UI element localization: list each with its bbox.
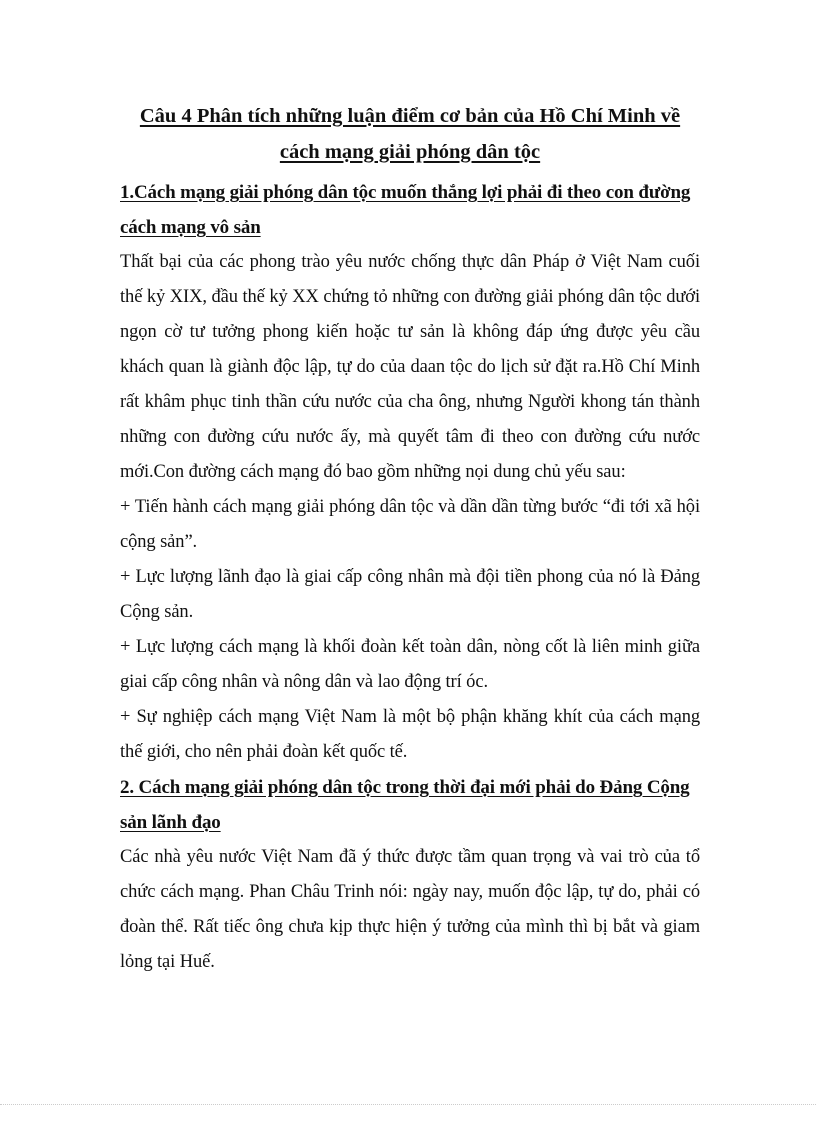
section-1-bullet-1: + Tiến hành cách mạng giải phóng dân tộc và dần dần từng bước “đi tới xã hội cộng sản”.: [120, 497, 700, 552]
section-1-heading: 1.Cách mạng giải phóng dân tộc muốn thắng lợi phải đi theo con đường cách mạng vô sản: [120, 182, 691, 238]
title-line-2: cách mạng giải phóng dân tộc: [279, 141, 541, 163]
page-bottom-divider: [0, 1104, 816, 1105]
section-1-paragraph: Thất bại của các phong trào yêu nước chống thực dân Pháp ở Việt Nam cuối thế kỷ XIX, đầu thế kỷ XX chứng tỏ những con đường giải phóng dân tộc dưới ngọn cờ tư tưởng phong kiến hoặc tư sản là không đáp ứng được yêu cầu khách quan là giành độc lập, tự do của daan tộc do lịch sử đặt ra.Hồ Chí Minh rất khâm phục tinh thần cứu nước của cha ông, nhưng Người khong tán thành những con đường cứu nước ấy, mà quyết tâm đi theo con đường cứu nước mới.Con đường cách mạng đó bao gồm những nọi dung chủ yếu sau:: [120, 252, 700, 482]
section-1-bullet-3: + Lực lượng cách mạng là khối đoàn kết toàn dân, nòng cốt là liên minh giữa giai cấp công nhân và nông dân và lao động trí óc.: [120, 637, 700, 692]
title-line-1: Câu 4 Phân tích những luận điểm cơ bản của Hồ Chí Minh về: [139, 105, 681, 127]
section-1-bullet-2: + Lực lượng lãnh đạo là giai cấp công nhân mà đội tiền phong của nó là Đảng Cộng sản.: [120, 567, 700, 622]
section-2-heading: 2. Cách mạng giải phóng dân tộc trong thời đại mới phải do Đảng Cộng sản lãnh đạo: [120, 777, 690, 833]
section-2-paragraph: Các nhà yêu nước Việt Nam đã ý thức được tầm quan trọng và vai trò của tổ chức cách mạng. Phan Châu Trinh nói: ngày nay, muốn độc lập, tự do, phải có đoàn thể. Rất tiếc ông chưa kịp thực hiện ý tưởng của mình thì bị bắt và giam lỏng tại Huế.: [120, 847, 700, 972]
section-1-bullet-4: + Sự nghiệp cách mạng Việt Nam là một bộ phận khăng khít của cách mạng thế giới, cho nên phải đoàn kết quốc tế.: [120, 707, 700, 762]
document-page: [120, 98, 700, 980]
document-title: [120, 98, 700, 170]
